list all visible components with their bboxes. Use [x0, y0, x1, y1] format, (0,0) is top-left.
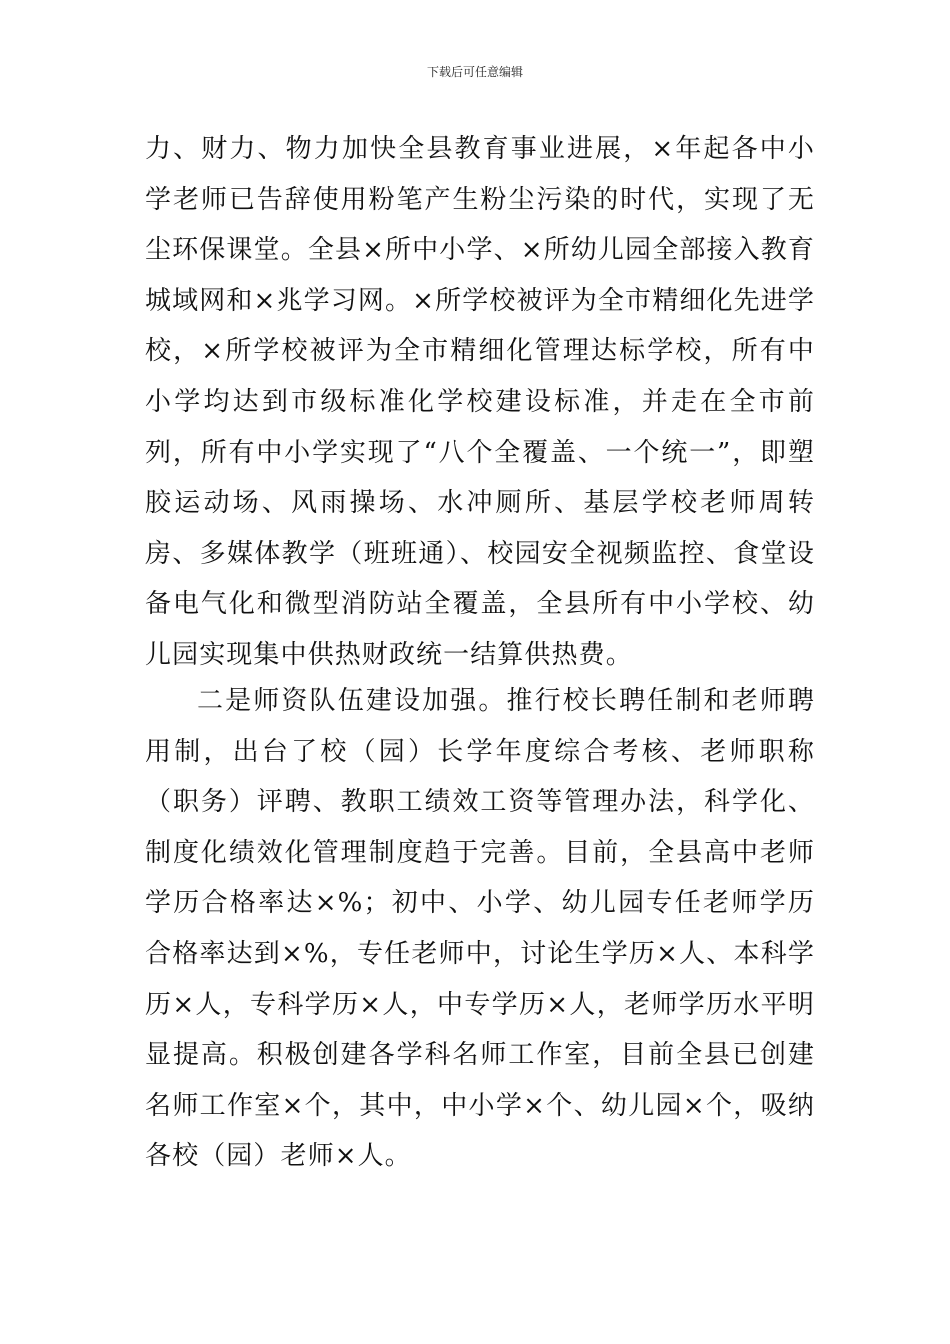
page-header: 下载后可任意编辑: [426, 65, 523, 79]
paragraph-block-2: [145, 676, 815, 1182]
paragraph-2-text: 二是师资队伍建设加强。推行校长聘任制和老师聘用制，出台了校（园）长学年度综合考核、老师职称（职务）评聘、教职工绩效工资等管理办法，科学化、制度化绩效化管理制度趋于完善。目前，全县高中老师学历合格率达×%；初中、小学、幼儿园专任老师学历合格率达到×%，专任老师中，讨论生学历×人、本科学历×人，专科学历×人，中专学历×人，老师学历水平明显提高。积极创建各学科名师工作室，目前全县已创建名师工作室×个，其中，中小学×个、幼儿园×个，吸纳各校（园）老师×人。: [145, 686, 815, 1172]
paragraph-1-text: 力、财力、物力加快全县教育事业进展，×年起各中小学老师已告辞使用粉笔产生粉尘污染的时代，实现了无尘环保课堂。全县×所中小学、×所幼儿园全部接入教育城域网和×兆学习网。×所学校被评为全市精细化先进学校，×所学校被评为全市精细化管理达标学校，所有中小学均达到市级标准化学校建设标准，并走在全市前列，所有中小学实现了“八个全覆盖、一个统一”，即塑胶运动场、风雨操场、水冲厕所、基层学校老师周转房、多媒体教学（班班通）、校园安全视频监控、食堂设备电气化和微型消防站全覆盖，全县所有中小学校、幼儿园实现集中供热财政统一结算供热费。: [145, 134, 815, 670]
paragraph-block-1: [145, 124, 815, 681]
